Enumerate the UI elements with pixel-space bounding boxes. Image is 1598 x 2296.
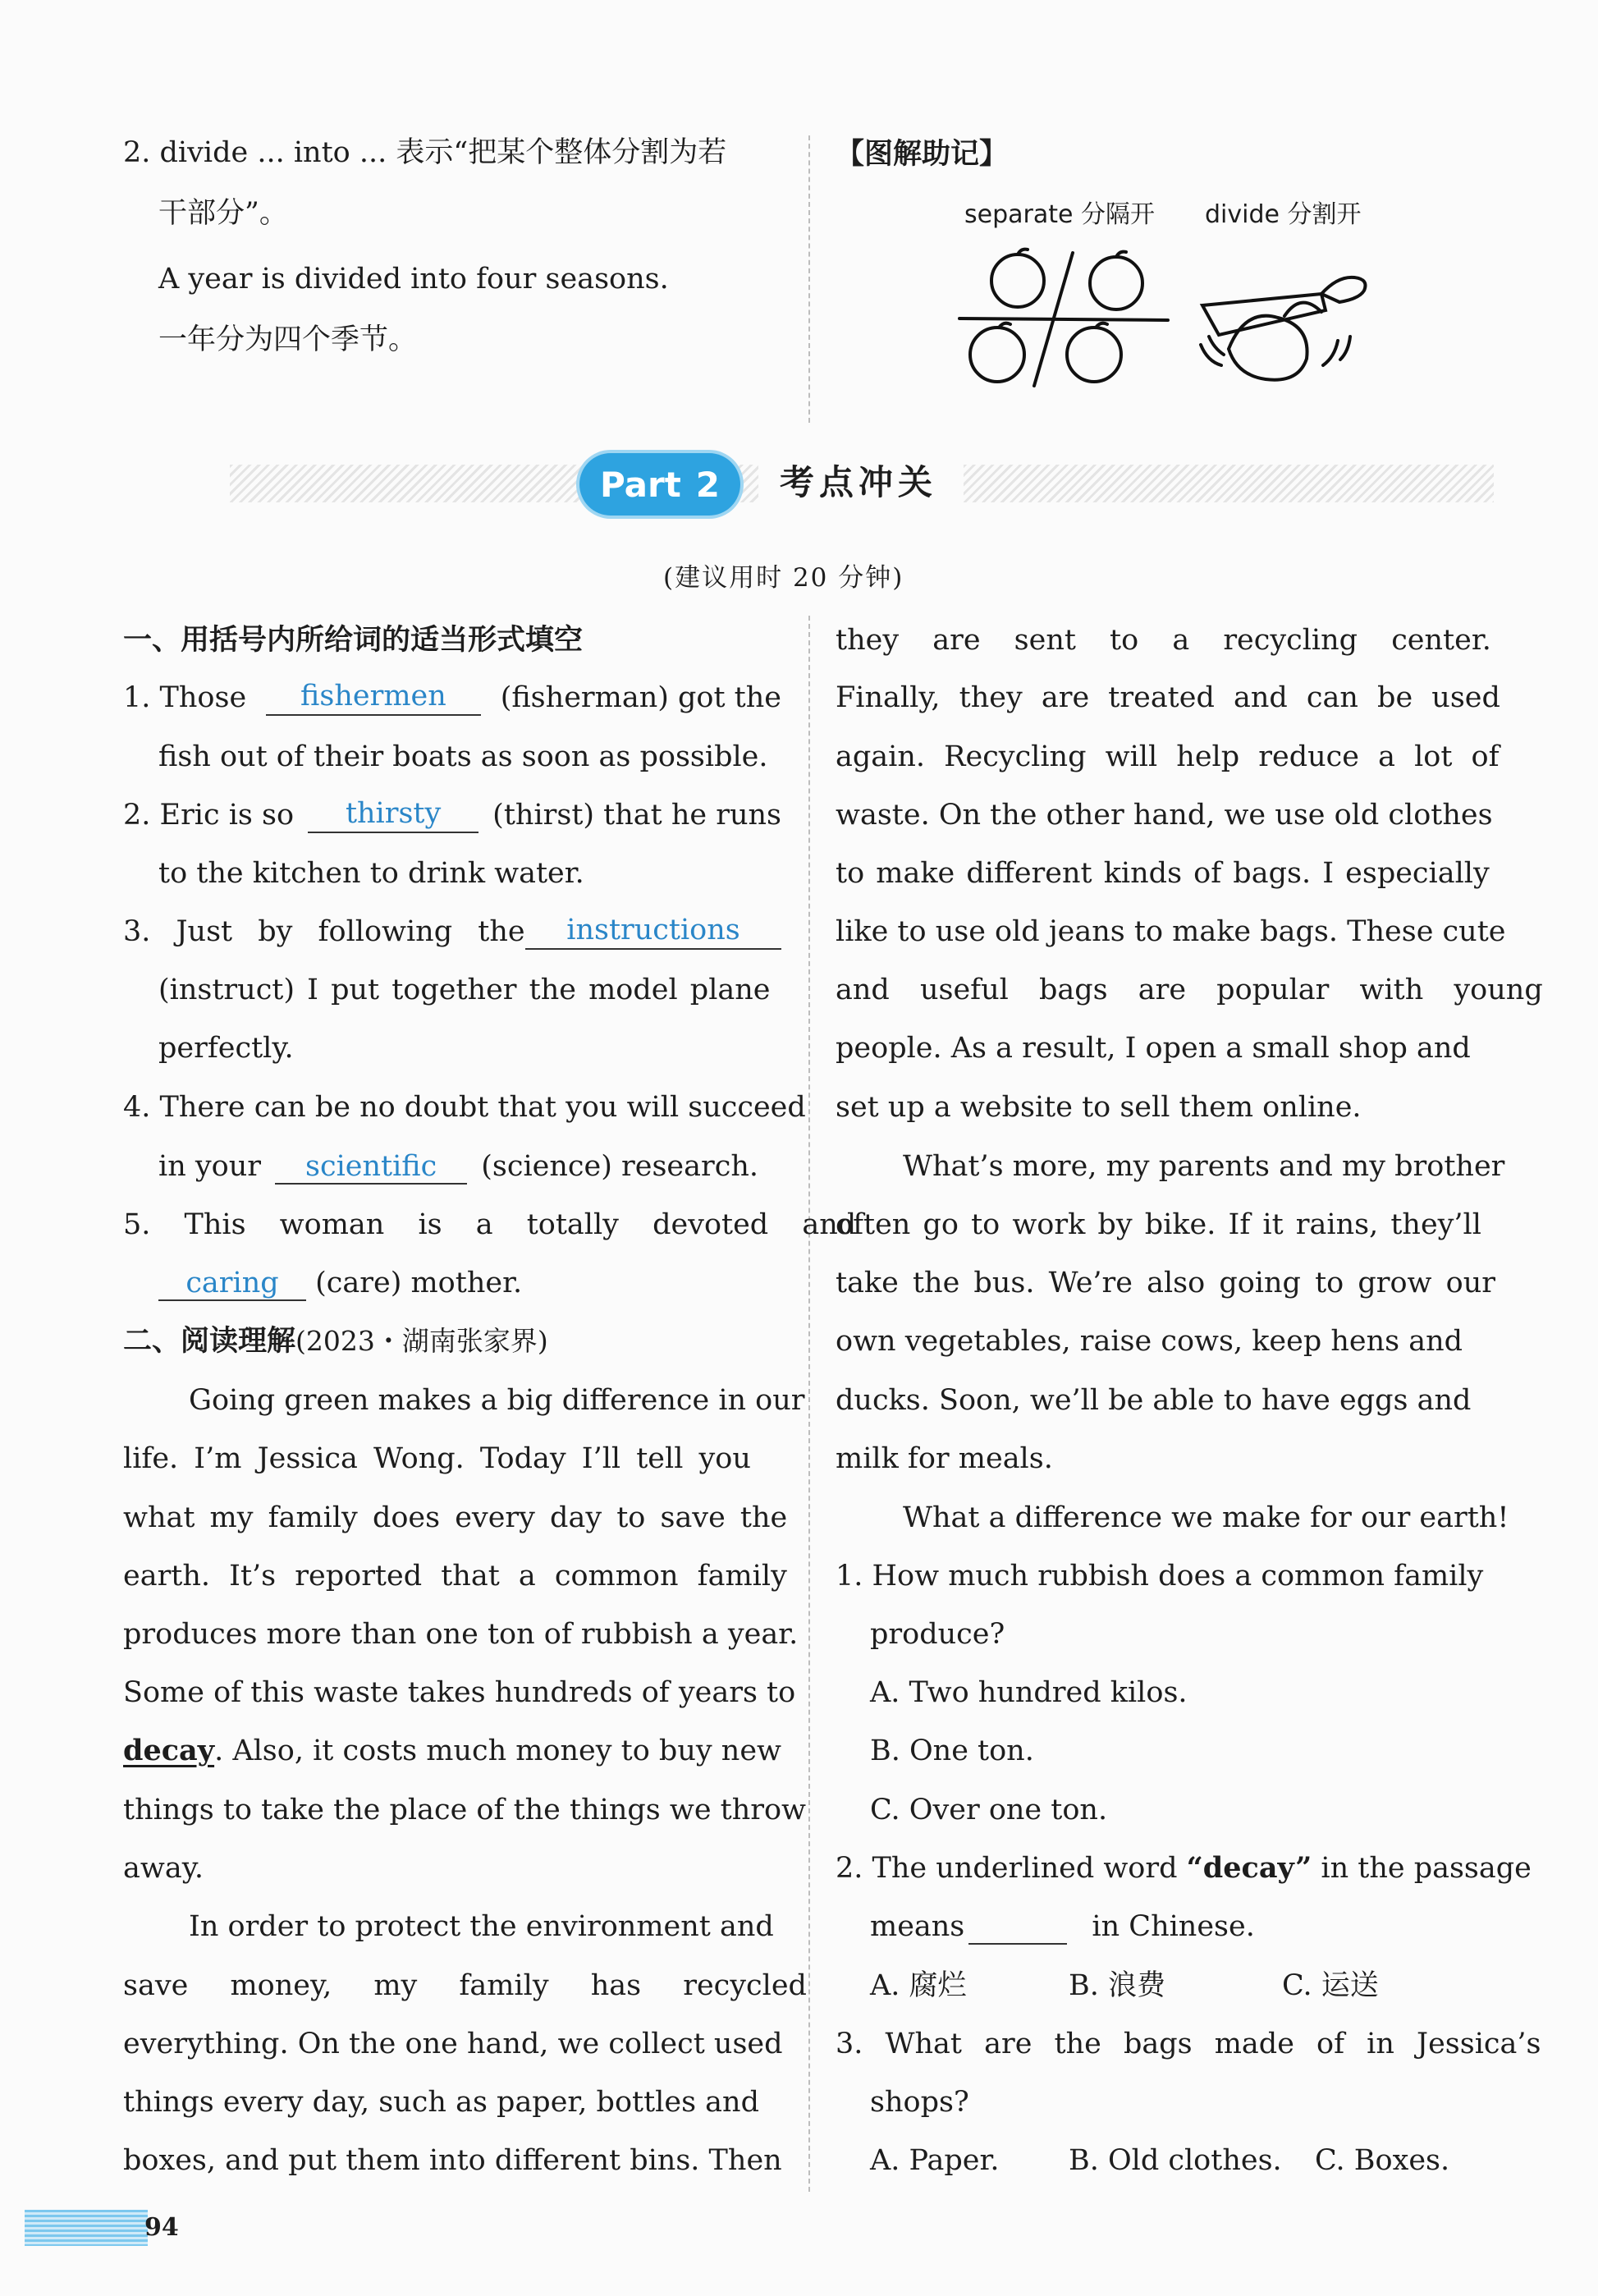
rq2-blank [968,1912,1067,1945]
q1-line1: 1. Those fishermen (fisherman) got the [123,680,781,714]
passage-p2-3: everything. On the one hand, we collect used [123,2028,783,2060]
divide-apple-drawing [1194,271,1391,386]
q3-line2: (instruct) I put together the model plane [158,974,771,1006]
top-divider [808,135,810,423]
passage-r14: ducks. Soon, we’ll be able to have eggs and [836,1384,1472,1417]
label-divide: divide 分割开 [1205,200,1362,229]
rq1-option-c: C. Over one ton. [870,1794,1108,1826]
passage-r11: often go to work by bike. If it rains, they’ll [836,1208,1481,1241]
passage-p2-4: things every day, such as paper, bottles and [123,2086,759,2119]
rq2-line1: 2. The underlined word “decay” in the passage [836,1851,1532,1885]
passage-p2-1: In order to protect the environment and [189,1910,774,1943]
rq3-option-a: A. Paper. [870,2144,1000,2177]
passage-p1-2: life. I’m Jessica Wong. Today I’ll tell you [123,1442,751,1475]
rq2-option-b: B. 浪费 [1069,1969,1165,2002]
passage-r1: they are sent to a recycling center. [836,624,1491,657]
rq3-option-c: C. Boxes. [1315,2144,1450,2177]
q4-line2: in your scientific (science) research. [158,1150,759,1183]
suggested-time: (建议用时 20 分钟) [663,563,904,593]
rq2-option-c: C. 运送 [1282,1969,1379,2002]
passage-r15: milk for meals. [836,1442,1053,1475]
passage-p1-1: Going green makes a big difference in our [189,1384,805,1417]
passage-p2-5: boxes, and put them into different bins. Then [123,2144,782,2177]
q2-answer: thirsty [308,797,478,833]
passage-r5: to make different kinds of bags. I especially [836,857,1490,890]
passage-r9: set up a website to sell them online. [836,1091,1362,1124]
section2-header [123,1323,548,1359]
passage-r3: again. Recycling will help reduce a lot of [836,740,1500,773]
rq1-option-a: A. Two hundred kilos. [870,1676,1188,1709]
part-badge [579,453,740,516]
passage-r12: take the bus. We’re also going to grow our [836,1267,1495,1299]
q2-line1: 2. Eric is so thirsty (thirst) that he runs [123,797,781,832]
q5-line2: caring (care) mother. [158,1265,522,1301]
quoted-decay: “decay” [1186,1851,1312,1885]
passage-p1-8: things to take the place of the things we throw [123,1794,807,1826]
note-line-1: 2. divide ... into ... 表示“把某个整体分割为若 [123,136,727,169]
q3-line3: perfectly. [158,1032,294,1065]
q3-line1: 3. Just by following the instructions [123,914,781,950]
rq2-line2: means in Chinese. [870,1910,1255,1943]
passage-r7: and useful bags are popular with young [836,974,1543,1006]
passage-p2-2: save money, my family has recycled [123,1969,807,2002]
rq2-option-a: A. 腐烂 [870,1969,967,2002]
q1-answer: fishermen [266,680,481,716]
rq3-option-b: B. Old clothes. [1069,2144,1282,2177]
diagram-title: 【图解助记】 [836,138,1009,171]
rq1-option-b: B. One ton. [870,1735,1034,1767]
section2-title: 二、阅读理解 [123,1325,296,1358]
page-number: 94 [144,2213,179,2242]
note-line-2: 干部分”。 [158,197,288,230]
label-separate: separate 分隔开 [964,200,1155,229]
q5-line1: 5. This woman is a totally devoted and [123,1208,857,1241]
q4-line1: 4. There can be no doubt that you will succeed [123,1091,806,1124]
note-example-en: A year is divided into four seasons. [158,263,669,296]
passage-p1-7: decay. Also, it costs much money to buy new [123,1734,781,1767]
section1-title: 一、用括号内所给词的适当形式填空 [123,624,584,657]
section2-source: (2023・湖南张家界) [295,1325,548,1357]
part-number: 2 [695,464,721,505]
note-example-zh: 一年分为四个季节。 [158,323,418,356]
separate-apples-drawing [956,246,1186,394]
q5-answer: caring [158,1267,306,1301]
footer-stripes [25,2210,148,2246]
q4-answer: scientific [275,1150,467,1185]
passage-p1-5: produces more than one ton of rubbish a year. [123,1618,799,1651]
rq1-line1: 1. How much rubbish does a common family [836,1560,1484,1593]
passage-r4: waste. On the other hand, we use old clothes [836,799,1493,832]
passage-p1-4: earth. It’s reported that a common family [123,1560,787,1593]
passage-r6: like to use old jeans to make bags. These cute [836,915,1506,948]
passage-r8: people. As a result, I open a small shop and [836,1032,1471,1065]
rq3-line1: 3. What are the bags made of in Jessica’s [836,2028,1541,2060]
q1-line2: fish out of their boats as soon as possible. [158,740,768,773]
passage-p1-6: Some of this waste takes hundreds of years to [123,1676,796,1709]
passage-p1-3: what my family does every day to save the [123,1501,788,1534]
passage-p1-9: away. [123,1852,204,1885]
q3-answer: instructions [525,914,781,950]
part-label: Part [599,464,681,505]
passage-r10: What’s more, my parents and my brother [903,1150,1505,1183]
q2-line2: to the kitchen to drink water. [158,857,584,890]
main-divider [808,616,810,2192]
banner-title: 考点冲关 [780,462,938,502]
passage-r2: Finally, they are treated and can be used [836,681,1500,714]
passage-r16: What a difference we make for our earth! [903,1501,1509,1534]
passage-r13: own vegetables, raise cows, keep hens and [836,1325,1463,1358]
rq3-line2: shops? [870,2086,969,2119]
rq1-line2: produce? [870,1618,1005,1651]
underlined-word-decay: decay [123,1734,215,1767]
